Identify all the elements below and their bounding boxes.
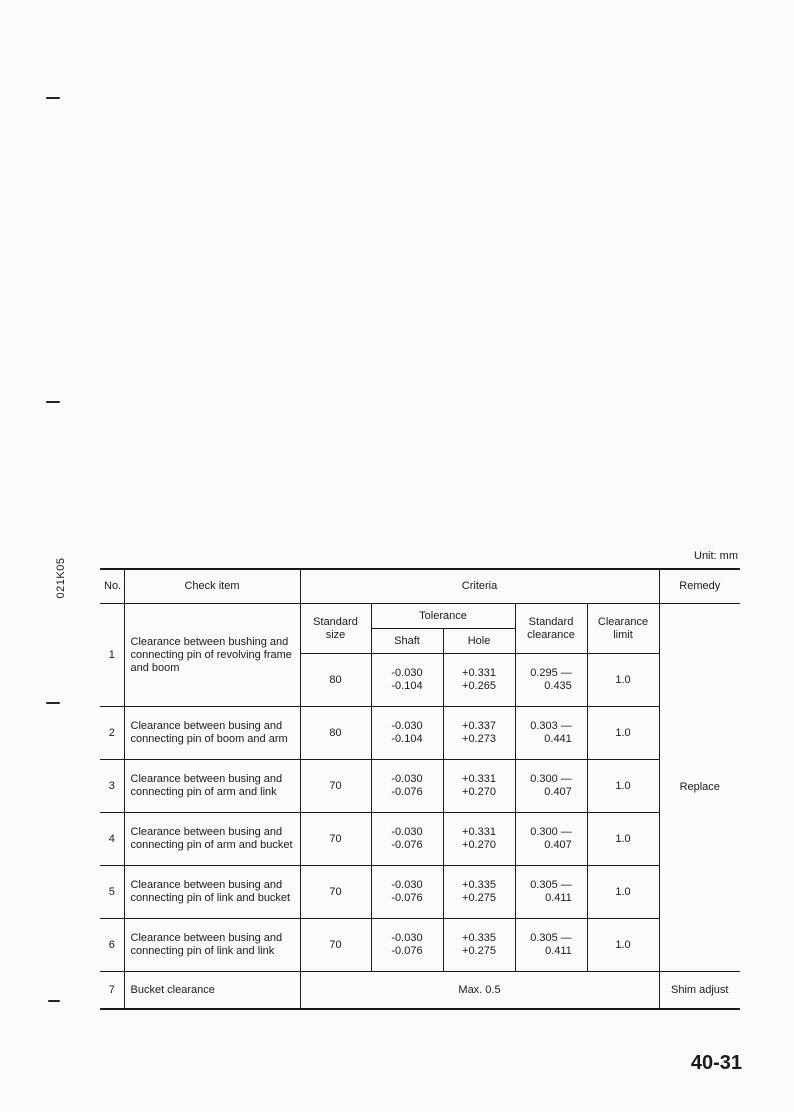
row-check-item: Clearance between busing and connecting pin of boom and arm: [124, 707, 300, 760]
row-no: 3: [100, 760, 124, 813]
row-check-item: Clearance between busing and connecting pin of link and link: [124, 919, 300, 972]
clearance-limit: 1.0: [587, 919, 659, 972]
clearance-limit: 1.0: [587, 707, 659, 760]
standard-clearance: 0.300 — 0.407: [515, 760, 587, 813]
row-no: 5: [100, 866, 124, 919]
criteria-subheader-row: [100, 604, 740, 629]
shaft-tolerance: -0.030 -0.076: [371, 919, 443, 972]
table-row: [100, 866, 740, 919]
standard-clearance: 0.305 — 0.411: [515, 866, 587, 919]
table-header-row: [100, 569, 740, 604]
header-shaft: Shaft: [371, 629, 443, 654]
header-standard-size: Standard size: [300, 604, 371, 654]
hole-tolerance: +0.337 +0.273: [443, 707, 515, 760]
hole-tolerance: +0.331 +0.270: [443, 760, 515, 813]
standard-clearance: 0.303 — 0.441: [515, 707, 587, 760]
hole-tolerance: +0.331 +0.270: [443, 813, 515, 866]
shaft-tolerance: -0.030 -0.076: [371, 866, 443, 919]
remedy-replace: Replace: [659, 604, 740, 972]
clearance-limit: 1.0: [587, 866, 659, 919]
hole-tolerance: +0.331 +0.265: [443, 654, 515, 707]
header-standard-clearance: Standard clearance: [515, 604, 587, 654]
standard-clearance: 0.295 — 0.435: [515, 654, 587, 707]
row-no: 1: [100, 604, 124, 707]
margin-mark: [46, 97, 60, 99]
standard-size: 70: [300, 866, 371, 919]
shaft-tolerance: -0.030 -0.076: [371, 813, 443, 866]
row-check-item: Clearance between busing and connecting pin of link and bucket: [124, 866, 300, 919]
standard-size: 70: [300, 919, 371, 972]
row-no: 7: [100, 972, 124, 1010]
standard-clearance: 0.300 — 0.407: [515, 813, 587, 866]
criteria-value: Max. 0.5: [300, 972, 659, 1010]
margin-mark: [48, 1000, 60, 1002]
table-row: [100, 919, 740, 972]
table-row: [100, 707, 740, 760]
clearance-limit: 1.0: [587, 760, 659, 813]
row-check-item: Clearance between busing and connecting pin of arm and link: [124, 760, 300, 813]
header-check-item: Check item: [124, 569, 300, 604]
side-code: 021K05: [55, 557, 67, 599]
unit-label: Unit: mm: [694, 550, 738, 562]
header-remedy: Remedy: [659, 569, 740, 604]
remedy-shim-adjust: Shim adjust: [659, 972, 740, 1010]
standard-size: 80: [300, 707, 371, 760]
header-no: No.: [100, 569, 124, 604]
standard-size: 70: [300, 813, 371, 866]
margin-mark: [46, 702, 60, 704]
shaft-tolerance: -0.030 -0.104: [371, 654, 443, 707]
table-row: [100, 813, 740, 866]
row-no: 2: [100, 707, 124, 760]
row-check-item: Clearance between busing and connecting pin of arm and bucket: [124, 813, 300, 866]
standard-size: 80: [300, 654, 371, 707]
page-number: 40-31: [690, 1052, 742, 1074]
table-row: [100, 972, 740, 1010]
maintenance-standard-table: [100, 568, 740, 1010]
table-row: [100, 760, 740, 813]
header-tolerance: Tolerance: [371, 604, 515, 629]
header-clearance-limit: Clearance limit: [587, 604, 659, 654]
row-check-item: Clearance between bushing and connecting pin of revolving frame and boom: [124, 604, 300, 707]
shaft-tolerance: -0.030 -0.104: [371, 707, 443, 760]
header-criteria: Criteria: [300, 569, 659, 604]
hole-tolerance: +0.335 +0.275: [443, 866, 515, 919]
clearance-limit: 1.0: [587, 813, 659, 866]
row-check-item: Bucket clearance: [124, 972, 300, 1010]
margin-mark: [46, 401, 60, 403]
clearance-limit: 1.0: [587, 654, 659, 707]
shaft-tolerance: -0.030 -0.076: [371, 760, 443, 813]
row-no: 4: [100, 813, 124, 866]
standard-clearance: 0.305 — 0.411: [515, 919, 587, 972]
row-no: 6: [100, 919, 124, 972]
header-hole: Hole: [443, 629, 515, 654]
hole-tolerance: +0.335 +0.275: [443, 919, 515, 972]
standard-size: 70: [300, 760, 371, 813]
